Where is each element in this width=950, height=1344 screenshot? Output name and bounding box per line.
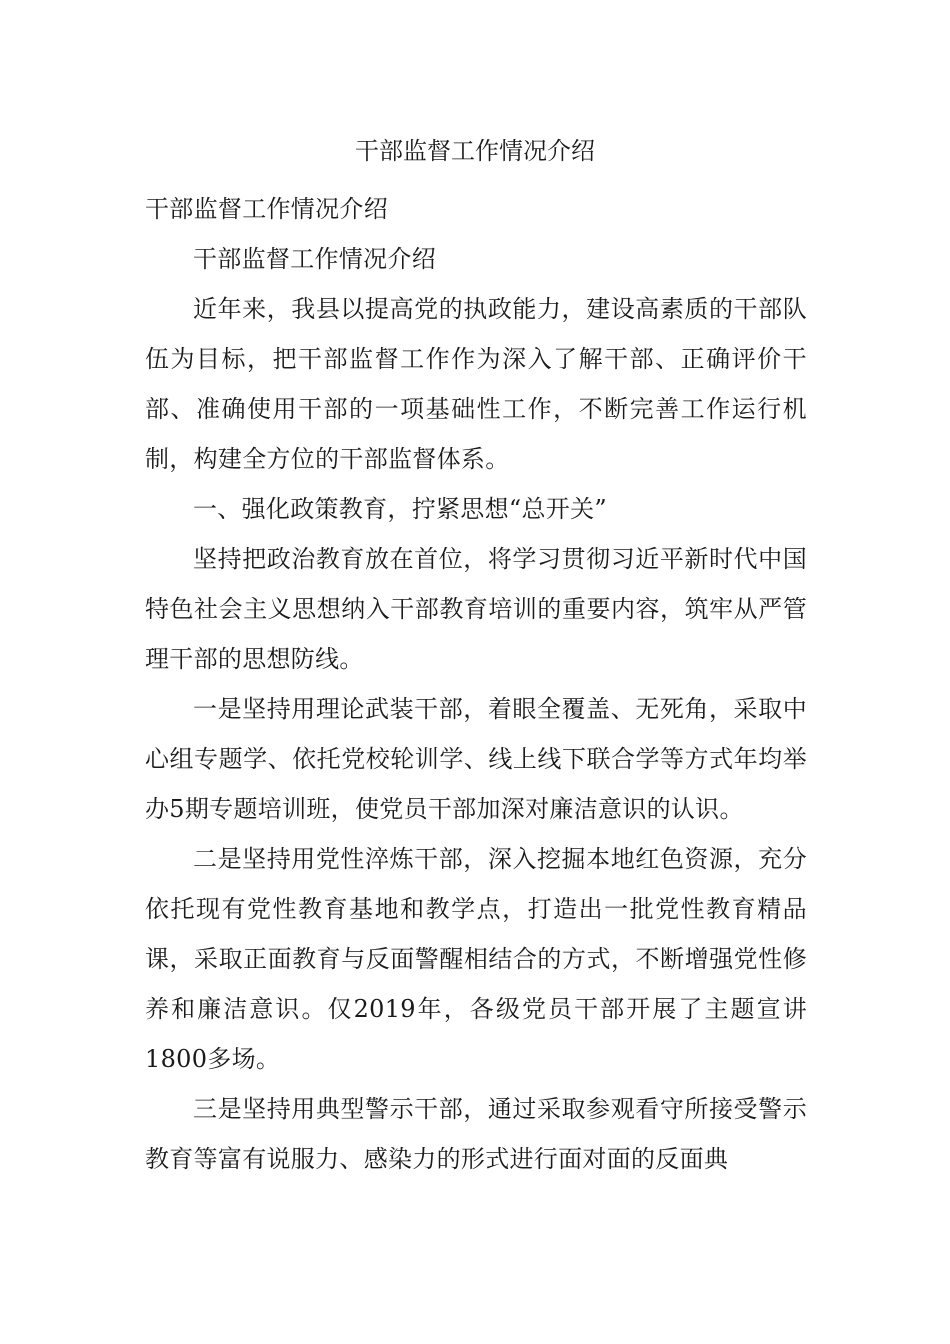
heading-section-one: 一、强化政策教育，拧紧思想“总开关” bbox=[193, 495, 607, 523]
document-body bbox=[145, 184, 807, 1184]
paragraph-intro: 近年来，我县以提高党的执政能力，建设高素质的干部队伍为目标，把干部监督工作作为深入了解干部、正确评价干部、准确使用干部的一项基础性工作，不断完善工作运行机制，构建全方位的干部监督体系。 bbox=[145, 295, 807, 473]
paragraph-point-two: 二是坚持用党性淬炼干部，深入挖掘本地红色资源，充分依托现有党性教育基地和教学点，打造出一批党性教育精品课，采取正面教育与反面警醒相结合的方式，不断增强党性修养和廉洁意识。仅2019年，各级党员干部开展了主题宣讲1800多场。 bbox=[145, 845, 807, 1073]
paragraph-political-education: 坚持把政治教育放在首位，将学习贯彻习近平新时代中国特色社会主义思想纳入干部教育培训的重要内容，筑牢从严管理干部的思想防线。 bbox=[145, 545, 807, 673]
paragraph-point-three: 三是坚持用典型警示干部，通过采取参观看守所接受警示教育等富有说服力、感染力的形式进行面对面的反面典 bbox=[145, 1095, 807, 1173]
document-title: 干部监督工作情况介绍 bbox=[355, 137, 595, 165]
paragraph-section-title: 干部监督工作情况介绍 bbox=[193, 245, 436, 273]
paragraph-point-one: 一是坚持用理论武装干部，着眼全覆盖、无死角，采取中心组专题学、依托党校轮训学、线上线下联合学等方式年均举办5期专题培训班，使党员干部加深对廉洁意识的认识。 bbox=[145, 695, 807, 823]
paragraph-subtitle: 干部监督工作情况介绍 bbox=[145, 195, 388, 223]
